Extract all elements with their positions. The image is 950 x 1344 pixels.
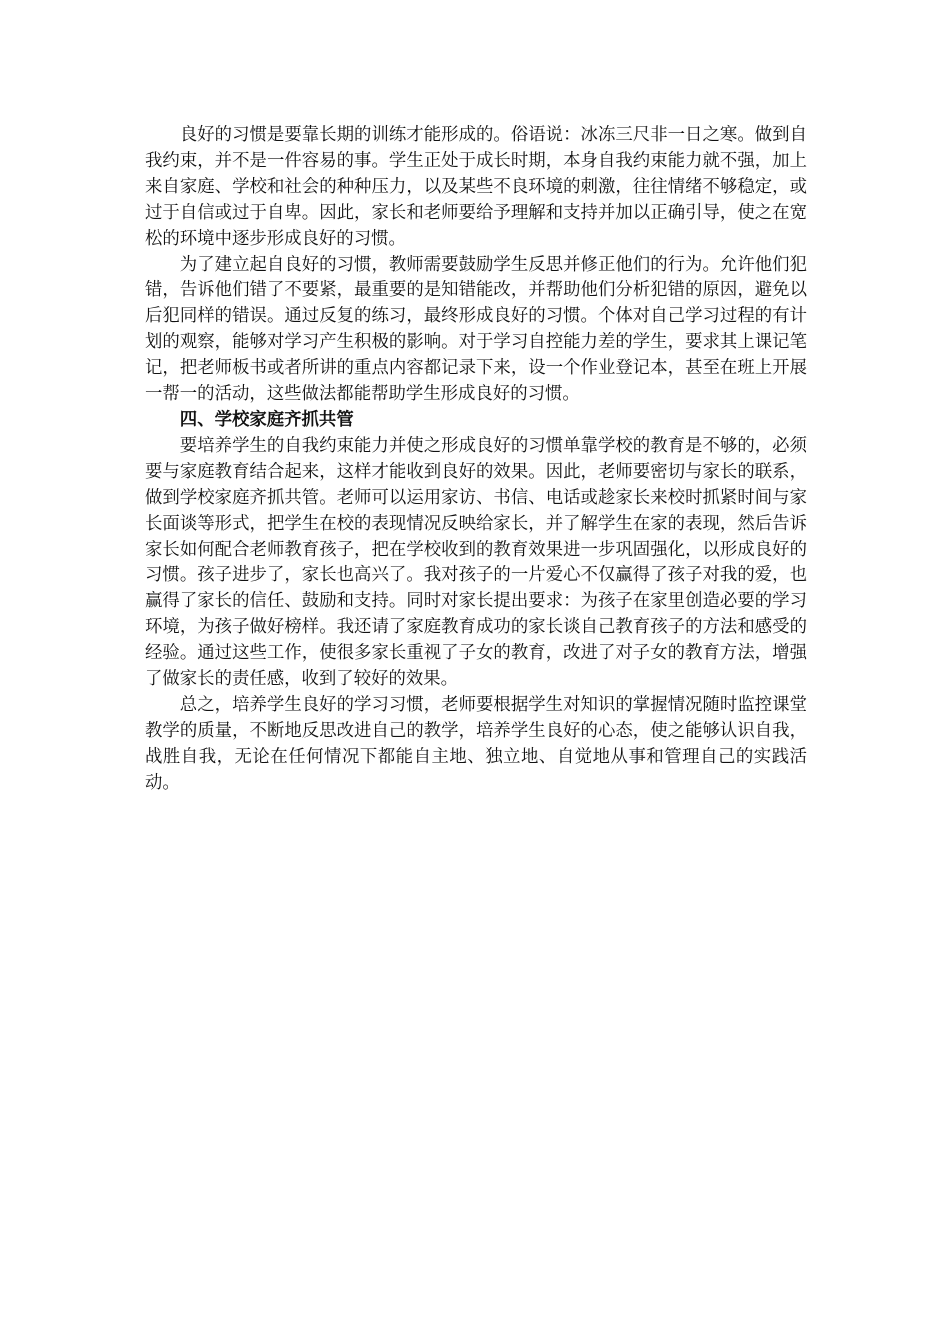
- paragraph-habits-training: 良好的习惯是要靠长期的训练才能形成的。俗语说：冰冻三尺非一日之寒。做到自我约束，并不是一件容易的事。学生正处于成长时期，本身自我约束能力就不强，加上来自家庭、学校和社会的种种压力，以及某些不良环境的刺激，往往情绪不够稳定，或过于自信或过于自卑。因此，家长和老师要给予理解和支持并加以正确引导，使之在宽松的环境中逐步形成良好的习惯。: [145, 125, 807, 249]
- paragraph-school-family: 要培养学生的自我约束能力并使之形成良好的习惯单靠学校的教育是不够的，必须要与家庭教育结合起来，这样才能收到良好的效果。因此，老师要密切与家长的联系，做到学校家庭齐抓共管。老师可以运用家访、书信、电话或趁家长来校时抓紧时间与家长面谈等形式，把学生在校的表现情况反映给家长，并了解学生在家的表现，然后告诉家长如何配合老师教育孩子，把在学校收到的教育效果进一步巩固强化，以形成良好的习惯。孩子进步了，家长也高兴了。我对孩子的一片爱心不仅赢得了孩子对我的爱，也赢得了家长的信任、鼓励和支持。同时对家长提出要求：为孩子在家里创造必要的学习环境，为孩子做好榜样。我还请了家庭教育成功的家长谈自己教育孩子的方法和感受的经验。通过这些工作，使很多家长重视了子女的教育，改进了对子女的教育方法，增强了做家长的责任感，收到了较好的效果。: [145, 435, 807, 690]
- section-heading: 四、学校家庭齐抓共管: [179, 409, 354, 430]
- document-body: [145, 123, 807, 797]
- paragraph-reflect-correct: 为了建立起自良好的习惯，教师需要鼓励学生反思并修正他们的行为。允许他们犯错，告诉他们错了不要紧，最重要的是知错能改，并帮助他们分析犯错的原因，避免以后犯同样的错误。通过反复的练习，最终形成良好的习惯。个体对自己学习过程的有计划的观察，能够对学习产生积极的影响。对于学习自控能力差的学生，要求其上课记笔记，把老师板书或者所讲的重点内容都记录下来，设一个作业登记本，甚至在班上开展一帮一的活动，这些做法都能帮助学生形成良好的习惯。: [145, 254, 807, 405]
- paragraph-conclusion: 总之，培养学生良好的学习习惯，老师要根据学生对知识的掌握情况随时监控课堂教学的质量，不断地反思改进自己的教学，培养学生良好的心态，使之能够认识自我，战胜自我，无论在任何情况下都能自主地、独立地、自觉地从事和管理自己的实践活动。: [145, 694, 807, 793]
